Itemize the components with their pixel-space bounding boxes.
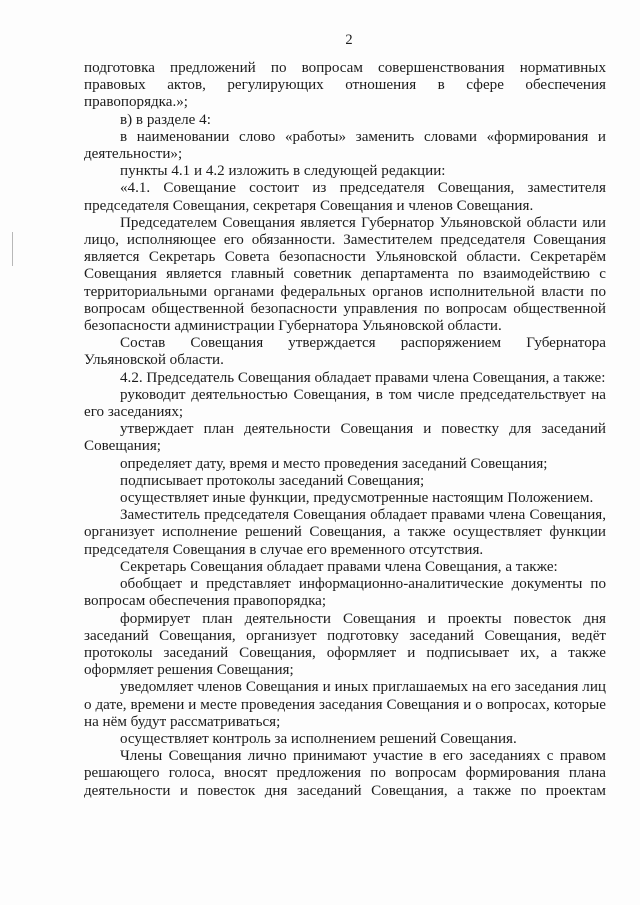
paragraph-17-secretary-duty-plan: формирует план деятельности Совещания и проекты повесток дня заседаний Совещания, организует подготовку заседаний Совещания, ведёт протоколы заседаний Совещания, оформляет и подписывает их, а также оформляет решения Совещания; [84,610,606,679]
paragraph-18-secretary-duty-notify: уведомляет членов Совещания и иных приглашаемых на его заседания лиц о дате, времени и месте проведения заседания Совещания и о вопросах, которые на нём будут рассматриваться; [84,679,606,730]
paragraph-2-subsection-v: в) в разделе 4: [120,111,211,128]
scan-artifact-line [12,232,13,266]
paragraph-11-chair-duty-date: определяет дату, время и место проведения заседаний Совещания; [120,455,548,472]
paragraph-3-title-amendment: в наименовании слово «работы» заменить словами «формирования и деятельности»; [84,128,606,163]
paragraph-6-chair-composition: Председателем Совещания является Губернатор Ульяновской области или лицо, исполняющее его обязанности. Заместителем председателя Совещания является Секретарь Совета безопасности Ульяновской области. Секретарём Совещания является главный советник департамента по взаимодействию с территориальными органами федеральных органов исполнительной власти по вопросам общественной безопасности управления по вопросам общественной безопасности администрации Губернатора Ульяновской области. [84,214,606,335]
paragraph-19-secretary-duty-control: осуществляет контроль за исполнением решений Совещания. [120,730,517,747]
paragraph-5-item-4-1: «4.1. Совещание состоит из председателя Совещания, заместителя председателя Совещания, секретаря Совещания и членов Совещания. [84,180,606,214]
paragraph-8-item-4-2: 4.2. Председатель Совещания обладает правами члена Совещания, а также: [120,369,606,386]
paragraph-4-points-intro: пункты 4.1 и 4.2 изложить в следующей редакции: [120,163,446,180]
paragraph-15-secretary-rights: Секретарь Совещания обладает правами члена Совещания, а также: [120,558,558,575]
paragraph-14-deputy-rights: Заместитель председателя Совещания обладает правами члена Совещания, организует исполнение решений Совещания, а также осуществляет функции председателя Совещания в случае его временного отсутствия. [84,507,606,558]
paragraph-10-chair-duty-plan: утверждает план деятельности Совещания и повестку для заседаний Совещания; [84,421,606,455]
paragraph-9-chair-duty-leads: руководит деятельностью Совещания, в том числе председательствует на его заседаниях; [84,386,606,421]
page-number: 2 [345,32,353,48]
paragraph-7-composition-approval: Состав Совещания утверждается распоряжением Губернатора Ульяновской области. [84,335,606,369]
paragraph-16-secretary-duty-summarize: обобщает и представляет информационно-аналитические документы по вопросам обеспечения правопорядка; [84,576,606,610]
paragraph-20-members-participation: Члены Совещания лично принимают участие в его заседаниях с правом решающего голоса, вносят предложения по вопросам формирования плана деятельности и повесток дня заседаний Совещания, а также по проектам [84,748,606,799]
document-body [84,60,606,800]
paragraph-12-chair-duty-sign: подписывает протоколы заседаний Совещания; [120,472,425,489]
paragraph-13-chair-duty-other: осуществляет иные функции, предусмотренные настоящим Положением. [120,490,594,507]
paragraph-1-proposals-continued: подготовка предложений по вопросам совершенствования нормативных правовых актов, регулирующих отношения в сфере обеспечения правопорядка.»; [84,60,606,111]
